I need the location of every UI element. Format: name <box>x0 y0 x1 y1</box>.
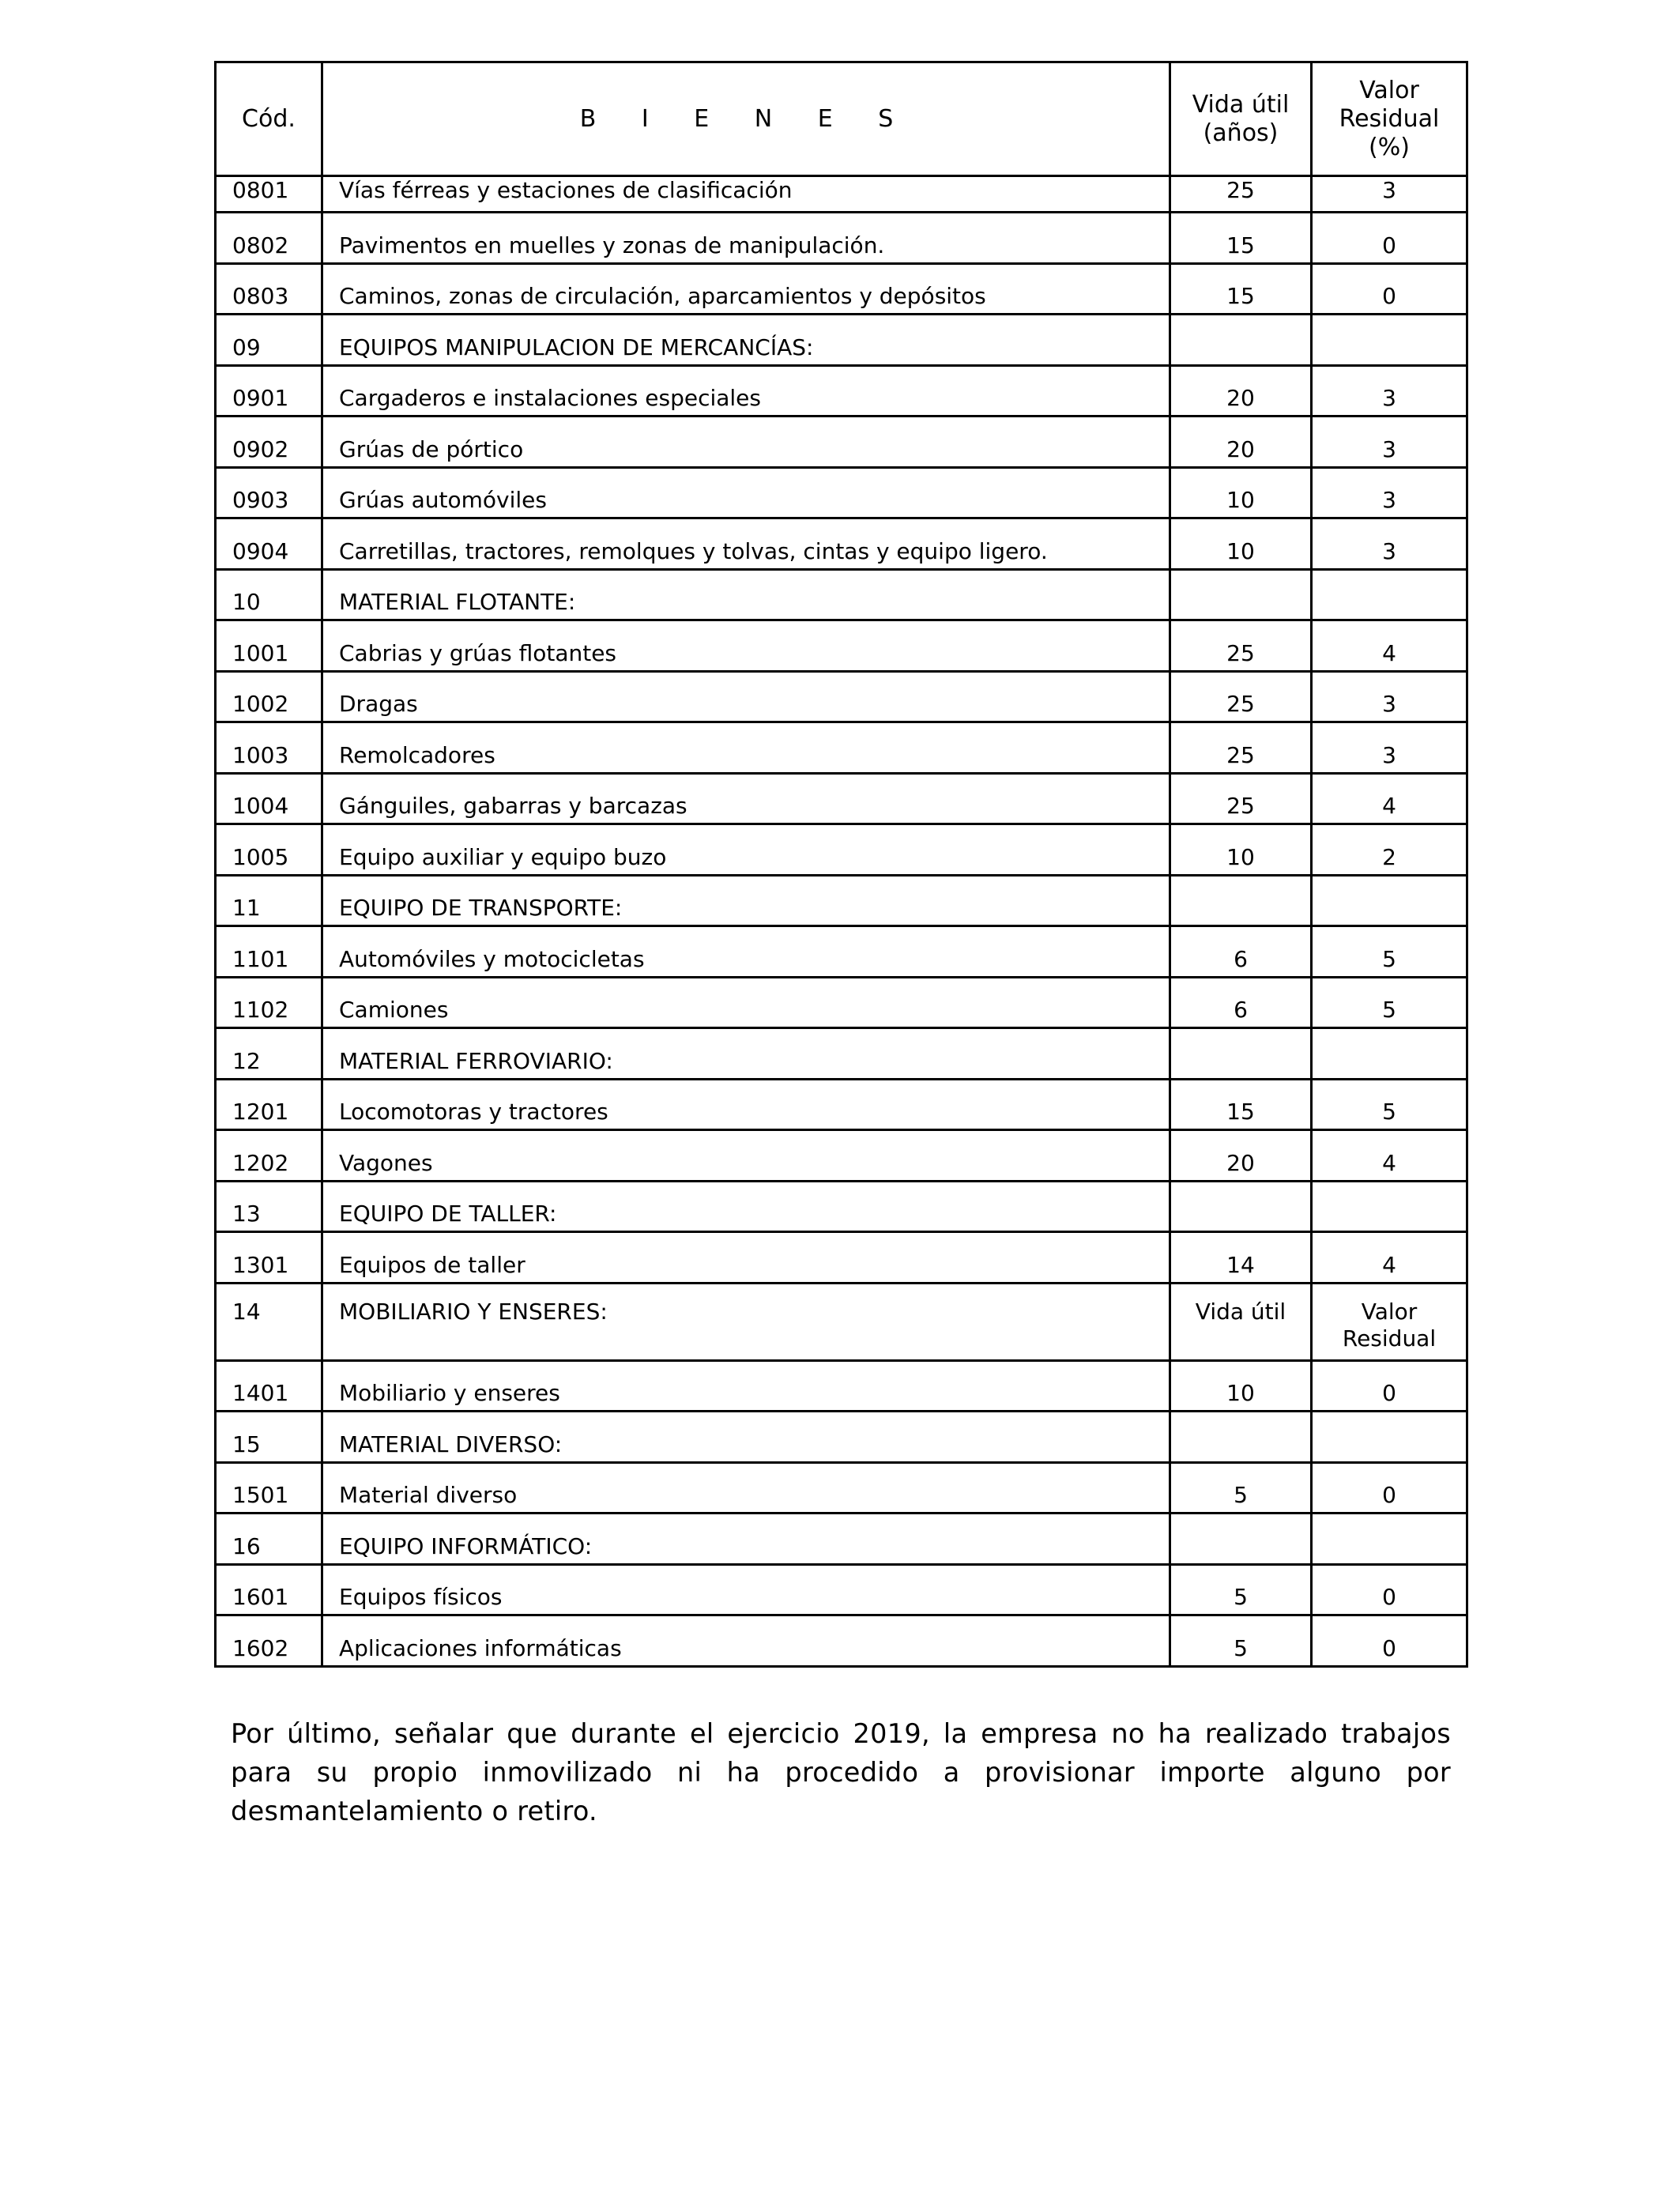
cell-valor-residual: 0 <box>1312 1564 1467 1615</box>
cell-cod: 15 <box>216 1412 322 1463</box>
cell-cod: 0803 <box>216 263 322 315</box>
cell-vida-util: 20 <box>1170 417 1312 468</box>
cell-vida-util: 25 <box>1170 773 1312 824</box>
cell-bien: Material diverso <box>322 1462 1170 1514</box>
cell-cod: 13 <box>216 1181 322 1232</box>
cell-cod: 1602 <box>216 1615 322 1667</box>
cell-valor-residual: 3 <box>1312 518 1467 570</box>
cell-bien: Camiones <box>322 977 1170 1028</box>
header-vida-util <box>1170 62 1312 176</box>
cell-bien: Remolcadores <box>322 722 1170 774</box>
table-row <box>216 467 1467 518</box>
cell-bien: MOBILIARIO Y ENSERES: <box>322 1283 1170 1360</box>
cell-cod: 0904 <box>216 518 322 570</box>
cell-vida-util: 25 <box>1170 620 1312 672</box>
cell-bien: Dragas <box>322 671 1170 722</box>
table-row <box>216 263 1467 315</box>
cell-vida-util: 14 <box>1170 1232 1312 1284</box>
cell-bien: Cabrias y grúas flotantes <box>322 620 1170 672</box>
cell-cod: 16 <box>216 1514 322 1565</box>
cell-bien: EQUIPOS MANIPULACION DE MERCANCÍAS: <box>322 315 1170 366</box>
cell-bien: Locomotoras y tractores <box>322 1079 1170 1130</box>
cell-valor-residual <box>1312 1412 1467 1463</box>
cell-valor-residual: 2 <box>1312 824 1467 876</box>
cell-vida-util: 5 <box>1170 1564 1312 1615</box>
table-row <box>216 1232 1467 1284</box>
cell-bien: Vagones <box>322 1130 1170 1182</box>
cell-vida-util: 5 <box>1170 1462 1312 1514</box>
cell-bien: MATERIAL FLOTANTE: <box>322 569 1170 620</box>
header-valor-residual <box>1312 62 1467 176</box>
cell-bien: Mobiliario y enseres <box>322 1360 1170 1412</box>
cell-bien: Aplicaciones informáticas <box>322 1615 1170 1667</box>
cell-bien: Pavimentos en muelles y zonas de manipulación. <box>322 213 1170 264</box>
cell-vida-util <box>1170 875 1312 926</box>
cell-bien: Equipo auxiliar y equipo buzo <box>322 824 1170 876</box>
cell-vida-util: 6 <box>1170 926 1312 978</box>
cell-valor-residual: 4 <box>1312 1130 1467 1182</box>
table-header-row <box>216 62 1467 176</box>
cell-bien: Vías férreas y estaciones de clasificación <box>322 176 1170 213</box>
table-row <box>216 518 1467 570</box>
cell-valor-residual: 0 <box>1312 213 1467 264</box>
cell-cod: 1004 <box>216 773 322 824</box>
header-valor-line2: Residual <box>1339 104 1440 133</box>
cell-valor-residual: 4 <box>1312 1232 1467 1284</box>
header-bienes-label: B I E N E S <box>579 104 913 133</box>
cell-cod: 10 <box>216 569 322 620</box>
table-row <box>216 875 1467 926</box>
closing-paragraph: Por último, señalar que durante el ejercicio 2019, la empresa no ha realizado trabajos para su propio inmovilizado ni ha procedido a provisionar importe alguno por desmantelamiento o retiro. <box>231 1717 1451 1826</box>
cell-bien: Cargaderos e instalaciones especiales <box>322 365 1170 417</box>
cell-valor-residual: 4 <box>1312 773 1467 824</box>
cell-cod: 0903 <box>216 467 322 518</box>
cell-valor-residual: 0 <box>1312 1615 1467 1667</box>
cell-cod: 1102 <box>216 977 322 1028</box>
cell-vida-util: 25 <box>1170 722 1312 774</box>
cell-cod: 0901 <box>216 365 322 417</box>
cell-bien: Equipos físicos <box>322 1564 1170 1615</box>
cell-vida-util: 15 <box>1170 263 1312 315</box>
cell-vida-util: 5 <box>1170 1615 1312 1667</box>
cell-vida-util <box>1170 315 1312 366</box>
cell-vida-util <box>1170 1514 1312 1565</box>
cell-cod: 1101 <box>216 926 322 978</box>
cell-cod: 1601 <box>216 1564 322 1615</box>
cell-cod: 1401 <box>216 1360 322 1412</box>
useful-life-table <box>214 61 1468 1668</box>
cell-valor-residual: 3 <box>1312 467 1467 518</box>
cell-bien: Carretillas, tractores, remolques y tolvas, cintas y equipo ligero. <box>322 518 1170 570</box>
header-cod <box>216 62 322 176</box>
cell-bien: Caminos, zonas de circulación, aparcamientos y depósitos <box>322 263 1170 315</box>
cell-cod: 1003 <box>216 722 322 774</box>
cell-cod: 1201 <box>216 1079 322 1130</box>
cell-vida-util <box>1170 1028 1312 1080</box>
cell-cod: 0801 <box>216 176 322 213</box>
cell-valor-residual: 5 <box>1312 1079 1467 1130</box>
cell-valor-residual: 0 <box>1312 1462 1467 1514</box>
header-valor-line3: (%) <box>1369 133 1410 161</box>
table-row <box>216 365 1467 417</box>
table-row <box>216 213 1467 264</box>
table-row <box>216 1181 1467 1232</box>
cell-vida-util <box>1170 569 1312 620</box>
table-row <box>216 1130 1467 1182</box>
table-body <box>216 176 1467 1667</box>
cell-vida-util <box>1170 1412 1312 1463</box>
cell-cod: 1202 <box>216 1130 322 1182</box>
cell-valor-residual <box>1312 1514 1467 1565</box>
cell-bien: Equipos de taller <box>322 1232 1170 1284</box>
cell-vida-util: 6 <box>1170 977 1312 1028</box>
header-vida-line1: Vida útil <box>1192 90 1290 119</box>
cell-bien: EQUIPO DE TALLER: <box>322 1181 1170 1232</box>
cell-valor-residual: 0 <box>1312 263 1467 315</box>
cell-bien: EQUIPO DE TRANSPORTE: <box>322 875 1170 926</box>
cell-valor-residual: 3 <box>1312 722 1467 774</box>
table-row <box>216 773 1467 824</box>
table-row <box>216 569 1467 620</box>
cell-vida-util: 10 <box>1170 467 1312 518</box>
cell-vida-util: 10 <box>1170 824 1312 876</box>
cell-cod: 12 <box>216 1028 322 1080</box>
cell-cod: 14 <box>216 1283 322 1360</box>
cell-valor-residual <box>1312 315 1467 366</box>
cell-vida-util: Vida útil <box>1170 1283 1312 1360</box>
table-row <box>216 1283 1467 1360</box>
cell-valor-residual <box>1312 1028 1467 1080</box>
cell-bien: MATERIAL DIVERSO: <box>322 1412 1170 1463</box>
cell-valor-residual: 5 <box>1312 977 1467 1028</box>
table-row <box>216 1514 1467 1565</box>
cell-valor-residual: 3 <box>1312 417 1467 468</box>
table-row <box>216 926 1467 978</box>
table-row <box>216 417 1467 468</box>
table-row <box>216 1412 1467 1463</box>
cell-valor-residual: 3 <box>1312 671 1467 722</box>
cell-cod: 11 <box>216 875 322 926</box>
table-row <box>216 1462 1467 1514</box>
cell-valor-residual: 3 <box>1312 365 1467 417</box>
cell-bien: Grúas automóviles <box>322 467 1170 518</box>
cell-vida-util: 25 <box>1170 176 1312 213</box>
cell-bien: Gánguiles, gabarras y barcazas <box>322 773 1170 824</box>
table-row <box>216 1028 1467 1080</box>
cell-vida-util: 10 <box>1170 518 1312 570</box>
cell-vida-util: 15 <box>1170 1079 1312 1130</box>
header-vida-line2: (años) <box>1203 119 1279 147</box>
cell-valor-residual <box>1312 1181 1467 1232</box>
cell-bien: Automóviles y motocicletas <box>322 926 1170 978</box>
cell-valor-residual: 0 <box>1312 1360 1467 1412</box>
cell-vida-util: 15 <box>1170 213 1312 264</box>
cell-cod: 0802 <box>216 213 322 264</box>
table-row <box>216 315 1467 366</box>
table-row <box>216 722 1467 774</box>
cell-vida-util: 25 <box>1170 671 1312 722</box>
cell-cod: 1005 <box>216 824 322 876</box>
header-bienes <box>322 62 1170 176</box>
cell-vida-util: 20 <box>1170 365 1312 417</box>
header-cod-label: Cód. <box>242 104 296 133</box>
table-row <box>216 1360 1467 1412</box>
cell-cod: 1002 <box>216 671 322 722</box>
cell-cod: 1001 <box>216 620 322 672</box>
cell-cod: 0902 <box>216 417 322 468</box>
cell-valor-residual <box>1312 569 1467 620</box>
table-row <box>216 824 1467 876</box>
table-row <box>216 176 1467 213</box>
table-row <box>216 1615 1467 1667</box>
cell-valor-residual: Valor Residual <box>1312 1283 1467 1360</box>
cell-bien: Grúas de pórtico <box>322 417 1170 468</box>
cell-valor-residual <box>1312 875 1467 926</box>
cell-bien: EQUIPO INFORMÁTICO: <box>322 1514 1170 1565</box>
cell-bien: MATERIAL FERROVIARIO: <box>322 1028 1170 1080</box>
table-row <box>216 977 1467 1028</box>
cell-cod: 1301 <box>216 1232 322 1284</box>
cell-valor-residual: 3 <box>1312 176 1467 213</box>
table-row <box>216 671 1467 722</box>
cell-cod: 1501 <box>216 1462 322 1514</box>
table-row <box>216 620 1467 672</box>
table-row <box>216 1079 1467 1130</box>
cell-cod: 09 <box>216 315 322 366</box>
header-valor-line1: Valor <box>1359 76 1419 104</box>
cell-valor-residual: 5 <box>1312 926 1467 978</box>
cell-vida-util <box>1170 1181 1312 1232</box>
cell-valor-residual: 4 <box>1312 620 1467 672</box>
cell-vida-util: 10 <box>1170 1360 1312 1412</box>
table-row <box>216 1564 1467 1615</box>
cell-vida-util: 20 <box>1170 1130 1312 1182</box>
